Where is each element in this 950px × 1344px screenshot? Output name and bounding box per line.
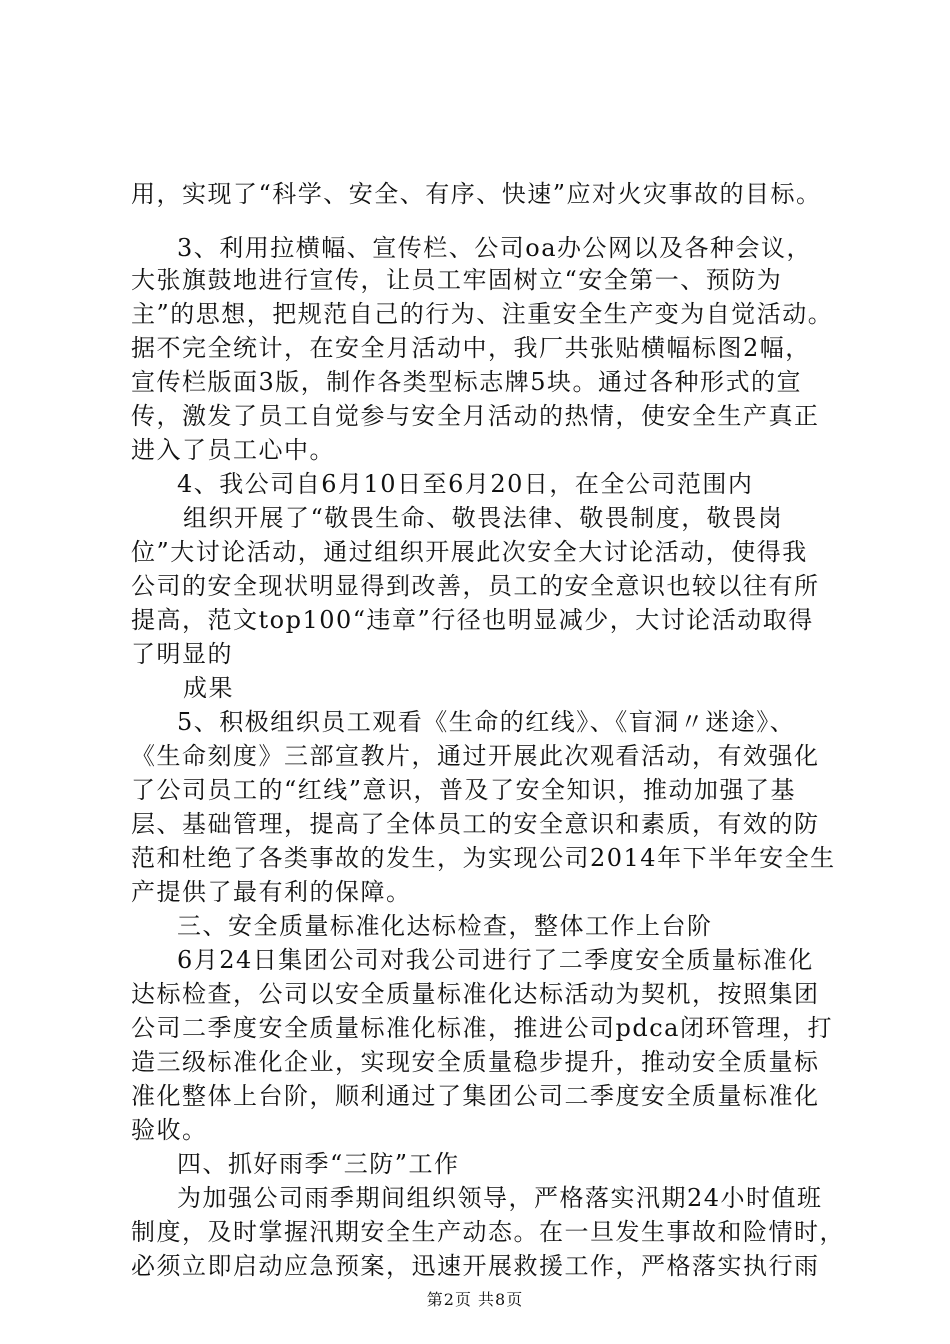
text-line: 必须立即启动应急预案，迅速开展救援工作，严格落实执行雨: [131, 1252, 820, 1280]
text-line: 6月24日集团公司对我公司进行了二季度安全质量标准化: [177, 946, 814, 974]
section-heading: 四、抓好雨季“三防”工作: [177, 1150, 460, 1178]
text-line: 为加强公司雨季期间组织领导，严格落实汛期24小时值班: [177, 1184, 823, 1212]
text-line: 宣传栏版面3版，制作各类型标志牌5块。通过各种形式的宣: [131, 368, 803, 396]
text-line: 《生命刻度》三部宣教片，通过开展此次观看活动，有效强化: [131, 742, 820, 770]
text-line: 范和杜绝了各类事故的发生，为实现公司2014年下半年安全生: [131, 844, 836, 872]
text-line: 验收。: [131, 1116, 208, 1144]
text-line: 据不完全统计，在安全月活动中，我厂共张贴横幅标图2幅，: [131, 334, 811, 362]
page-number-footer: 第2页 共8页: [426, 1290, 524, 1309]
text-line: 成果: [183, 674, 234, 702]
text-line: 产提供了最有利的保障。: [131, 878, 412, 906]
text-line: 用，实现了“科学、安全、有序、快速”应对火灾事故的目标。: [131, 180, 822, 208]
text-line: 了明显的: [131, 640, 233, 668]
text-line: 3、利用拉横幅、宣传栏、公司oa办公网以及各种会议，: [177, 234, 813, 262]
text-line: 提高，范文top100“违章”行径也明显减少，大讨论活动取得: [131, 606, 814, 634]
text-line: 达标检查，公司以安全质量标准化达标活动为契机，按照集团: [131, 980, 820, 1008]
text-line: 大张旗鼓地进行宣传，让员工牢固树立“安全第一、预防为: [131, 266, 783, 294]
text-line: 组织开展了“敬畏生命、敬畏法律、敬畏制度，敬畏岗: [183, 504, 784, 532]
text-line: 公司的安全现状明显得到改善，员工的安全意识也较以往有所: [131, 572, 820, 600]
section-heading: 三、安全质量标准化达标检查，整体工作上台阶: [177, 912, 713, 940]
text-line: 传，激发了员工自觉参与安全月活动的热情，使安全生产真正: [131, 402, 820, 430]
text-line: 4、我公司自6月10日至6月20日，在全公司范围内: [177, 470, 754, 498]
text-line: 位”大讨论活动，通过组织开展此次安全大讨论活动，使得我: [131, 538, 808, 566]
text-line: 层、基础管理，提高了全体员工的安全意识和素质，有效的防: [131, 810, 820, 838]
text-line: 5、积极组织员工观看《生命的红线》、《盲洞〃迷途》、: [177, 708, 796, 736]
text-line: 准化整体上台阶，顺利通过了集团公司二季度安全质量标准化: [131, 1082, 820, 1110]
text-line: 了公司员工的“红线”意识，普及了安全知识，推动加强了基: [131, 776, 797, 804]
text-line: 制度，及时掌握汛期安全生产动态。在一旦发生事故和险情时，: [131, 1218, 845, 1246]
text-line: 进入了员工心中。: [131, 436, 335, 464]
text-line: 公司二季度安全质量标准化标准，推进公司pdca闭环管理，打: [131, 1014, 833, 1042]
text-line: 主”的思想，把规范自己的行为、注重安全生产变为自觉活动。: [131, 300, 834, 328]
text-line: 造三级标准化企业，实现安全质量稳步提升，推动安全质量标: [131, 1048, 820, 1076]
